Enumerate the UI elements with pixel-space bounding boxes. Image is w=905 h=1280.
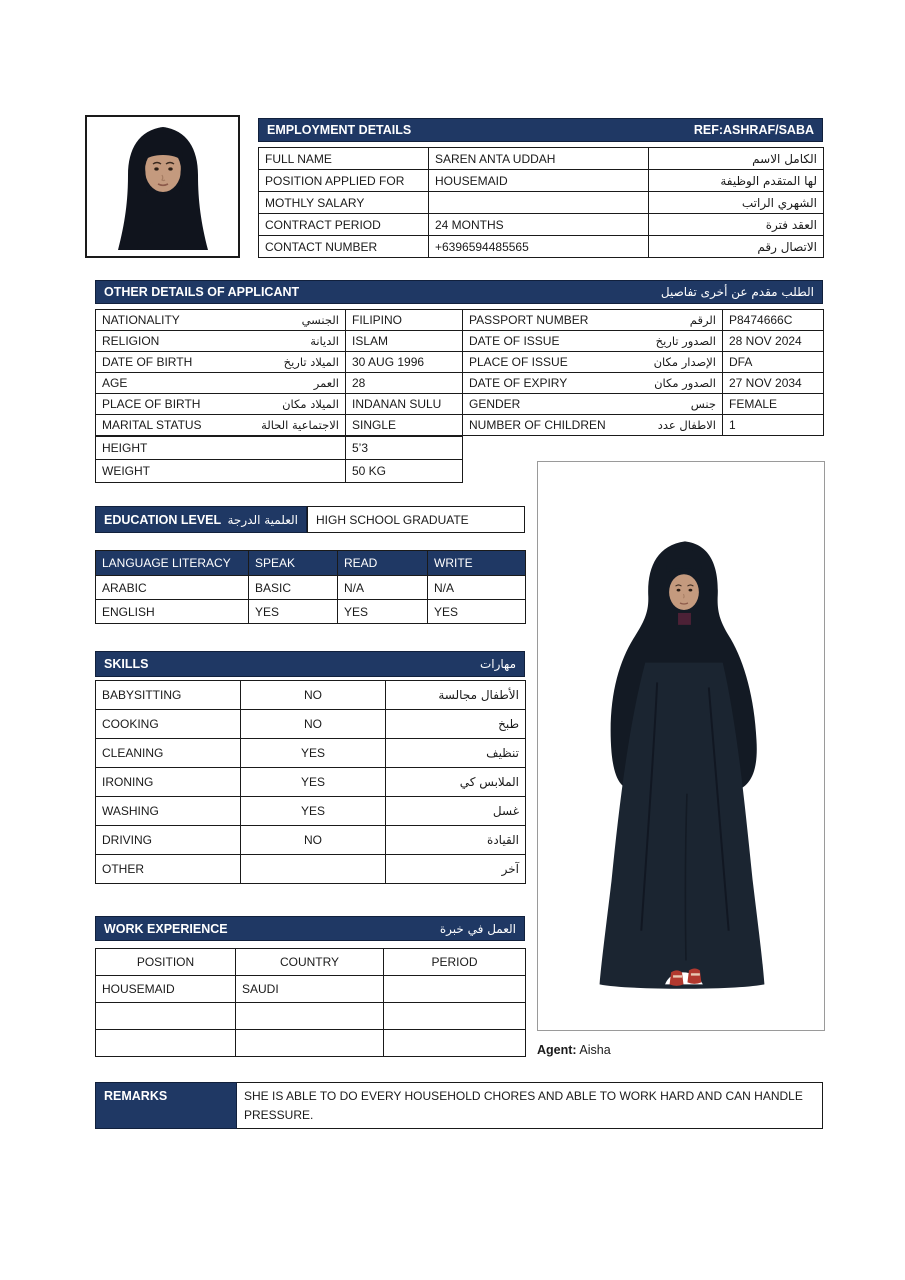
employment-details-table [258,147,824,258]
skill-value: YES [241,797,386,826]
field-value: ISLAM [346,331,463,352]
field-label: HEIGHT [96,437,346,460]
period-value [384,1030,526,1057]
field-label: DATE OF EXPIRY الصدور مكان [463,373,723,394]
remarks-header: REMARKS [95,1082,237,1129]
agent-label: Agent: [537,1043,577,1057]
table-row [259,148,824,170]
speak-value: YES [249,600,338,624]
field-label: NATIONALITY الجنسي [96,310,346,331]
field-value: P8474666C [723,310,824,331]
field-label: NUMBER OF CHILDREN الاطفال عدد [463,415,723,436]
field-value: SINGLE [346,415,463,436]
table-row [96,1003,526,1030]
field-label: AGE العمر [96,373,346,394]
skill-label: CLEANING [96,739,241,768]
skill-value: NO [241,826,386,855]
field-label: RELIGION الديانة [96,331,346,352]
remarks-text: SHE IS ABLE TO DO EVERY HOUSEHOLD CHORES AND ABLE TO WORK HARD AND CAN HANDLE PRESSURE. [237,1082,823,1129]
field-label: CONTRACT PERIOD [259,214,429,236]
country-value: SAUDI [236,976,384,1003]
table-row [259,192,824,214]
field-value: 5’3 [346,437,463,460]
table-row [96,976,526,1003]
section-title: EDUCATION LEVEL [104,512,222,527]
other-details-table [95,309,824,436]
skill-label: COOKING [96,710,241,739]
skills-section [95,651,525,884]
section-title-arabic: مهارات [479,657,516,671]
skill-value [241,855,386,884]
country-value [236,1003,384,1030]
table-row [96,310,824,331]
read-value: N/A [338,576,428,600]
work-experience-section [95,916,525,1057]
work-experience-header [95,916,525,941]
applicant-full-body-illustration [538,462,824,1030]
field-label-arabic: العقد فترة [649,214,824,236]
reference-code: REF:ASHRAF/SABA [693,123,814,137]
table-row [96,437,463,460]
remarks-section [95,1082,823,1129]
field-value: SAREN ANTA UDDAH [429,148,649,170]
table-row [96,1030,526,1057]
skill-label: OTHER [96,855,241,884]
field-label: CONTACT NUMBER [259,236,429,258]
section-title-arabic: العمل في خبرة [439,921,516,936]
skill-value: NO [241,710,386,739]
table-row [96,739,526,768]
table-row [259,170,824,192]
skill-label-arabic: طبخ [386,710,526,739]
field-value: INDANAN SULU [346,394,463,415]
language-literacy-table [95,550,526,624]
position-value [96,1003,236,1030]
table-header-row [96,551,526,576]
applicant-full-body-photo [537,461,825,1031]
field-label: POSITION APPLIED FOR [259,170,429,192]
section-title-arabic: الطلب مقدم عن أخرى تفاصيل [660,285,814,299]
height-weight-table [95,436,463,483]
table-row [259,236,824,258]
skill-label: IRONING [96,768,241,797]
field-label: MARITAL STATUS الاجتماعية الحالة [96,415,346,436]
skills-table [95,680,526,884]
country-value [236,1030,384,1057]
skill-value: YES [241,768,386,797]
language-name: ENGLISH [96,600,249,624]
table-row [96,576,526,600]
skill-value: NO [241,681,386,710]
field-value: FEMALE [723,394,824,415]
position-value: HOUSEMAID [96,976,236,1003]
field-value: DFA [723,352,824,373]
field-label: DATE OF ISSUE الصدور تاريخ [463,331,723,352]
field-label: DATE OF BIRTH الميلاد تاريخ [96,352,346,373]
field-value [429,192,649,214]
language-name: ARABIC [96,576,249,600]
skill-label: DRIVING [96,826,241,855]
column-header: WRITE [428,551,526,576]
employment-details-section [258,118,823,258]
field-label: MOTHLY SALARY [259,192,429,214]
skill-value: YES [241,739,386,768]
education-level-section [95,506,525,533]
section-title: OTHER DETAILS OF APPLICANT [104,285,300,299]
agent-line [537,1043,611,1057]
applicant-portrait-illustration [113,123,213,250]
field-value: +6396594485565 [429,236,649,258]
write-value: YES [428,600,526,624]
table-row [96,600,526,624]
skill-label-arabic: القيادة [386,826,526,855]
table-row [96,352,824,373]
period-value [384,976,526,1003]
field-label-arabic: الشهري الراتب [649,192,824,214]
field-label: PLACE OF ISSUE الإصدار مكان [463,352,723,373]
skill-label-arabic: آخر [386,855,526,884]
field-value: 50 KG [346,460,463,483]
field-value: 27 NOV 2034 [723,373,824,394]
field-label: PASSPORT NUMBER الرقم [463,310,723,331]
section-title: SKILLS [104,657,149,671]
table-row [96,681,526,710]
write-value: N/A [428,576,526,600]
read-value: YES [338,600,428,624]
field-label: FULL NAME [259,148,429,170]
field-label-arabic: الكامل الاسم [649,148,824,170]
field-label-arabic: لها المتقدم الوظيفة [649,170,824,192]
table-row [259,214,824,236]
skill-label-arabic: الأطفال مجالسة [386,681,526,710]
education-level-header [95,506,307,533]
column-header: READ [338,551,428,576]
table-row [96,710,526,739]
agent-name: Aisha [579,1043,611,1057]
field-value: 24 MONTHS [429,214,649,236]
column-header: SPEAK [249,551,338,576]
period-value [384,1003,526,1030]
column-header: COUNTRY [236,949,384,976]
table-row [96,373,824,394]
field-label: GENDER جنس [463,394,723,415]
column-header: LANGUAGE LITERACY [96,551,249,576]
field-value: 28 NOV 2024 [723,331,824,352]
column-header: POSITION [96,949,236,976]
skill-label: WASHING [96,797,241,826]
skill-label-arabic: تنظيف [386,739,526,768]
section-title: EMPLOYMENT DETAILS [267,123,412,137]
table-row [96,460,463,483]
field-value: 1 [723,415,824,436]
field-label-arabic: الاتصال رقم [649,236,824,258]
table-row [96,768,526,797]
field-value: 28 [346,373,463,394]
field-value: FILIPINO [346,310,463,331]
speak-value: BASIC [249,576,338,600]
field-value: HOUSEMAID [429,170,649,192]
other-details-header [95,280,823,304]
table-row [96,415,824,436]
table-row [96,855,526,884]
field-value: 30 AUG 1996 [346,352,463,373]
applicant-id-photo [85,115,240,258]
table-row [96,797,526,826]
skill-label: BABYSITTING [96,681,241,710]
table-row [96,394,824,415]
other-details-section [95,280,823,483]
skill-label-arabic: غسل [386,797,526,826]
table-header-row [96,949,526,976]
table-row [96,826,526,855]
section-title-arabic: العلمية الدرجة [227,512,298,527]
column-header: PERIOD [384,949,526,976]
education-level-value: HIGH SCHOOL GRADUATE [307,506,525,533]
field-label: WEIGHT [96,460,346,483]
section-title: WORK EXPERIENCE [104,921,228,936]
skill-label-arabic: الملابس كي [386,768,526,797]
work-experience-table [95,948,526,1057]
skills-header [95,651,525,677]
field-label: PLACE OF BIRTH الميلاد مكان [96,394,346,415]
table-row [96,331,824,352]
employment-details-header [258,118,823,142]
language-literacy-section [95,550,525,624]
position-value [96,1030,236,1057]
